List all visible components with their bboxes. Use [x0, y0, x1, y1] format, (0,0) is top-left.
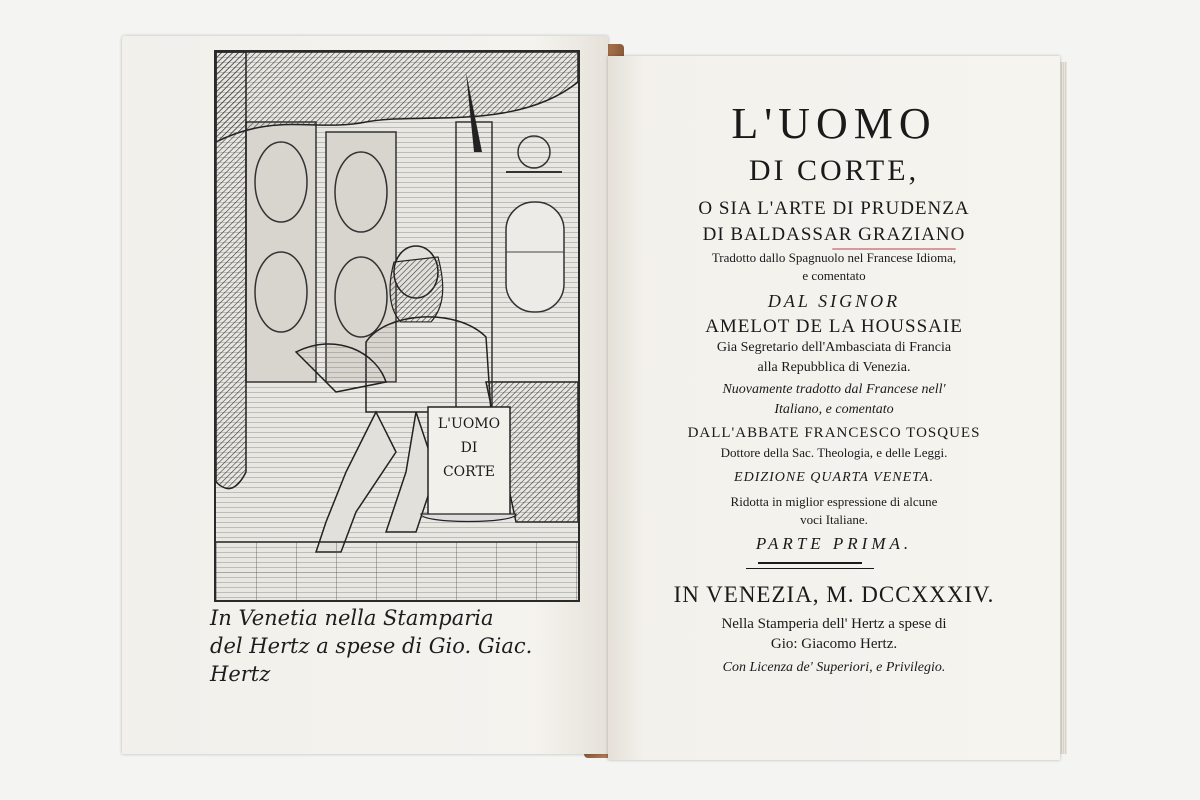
translator-title: Gia Segretario dell'Ambasciata di Francia [716, 340, 952, 355]
left-page-frontispiece [122, 36, 608, 754]
frontispiece-imprint [210, 604, 590, 688]
translator-title-2: alla Repubblica di Venezia. [757, 360, 911, 375]
edition: EDIZIONE QUARTA VENETA. [734, 470, 934, 485]
translation-note-2: e comentato [802, 268, 866, 283]
title-di-corte: DI CORTE, [748, 154, 920, 187]
scroll-line-1: L'UOMO [437, 416, 501, 432]
divider-rule-thick [758, 562, 862, 564]
scroll-line-2: DI [460, 440, 478, 456]
engraving-artwork [216, 52, 578, 600]
dal-signor: DAL SIGNOR [767, 291, 901, 311]
open-book [122, 36, 1067, 760]
edition-note-2: voci Italiane. [800, 512, 868, 527]
subtitle: O SIA L'ARTE DI PRUDENZA [698, 198, 970, 219]
right-page-title [608, 56, 1060, 760]
part-label: PARTE PRIMA. [755, 534, 913, 553]
title-main: L'UOMO [731, 99, 937, 148]
scroll-line-3: CORTE [442, 464, 496, 480]
license-line: Con Licenza de' Superiori, e Privilegio. [722, 660, 946, 675]
place-date: IN VENEZIA, M. DCCXXXIV. [673, 582, 995, 607]
printer-line: Nella Stamperia dell' Hertz a spese di [721, 616, 947, 632]
page-edges [1060, 62, 1067, 754]
second-translator: DALL'ABBATE FRANCESCO TOSQUES [687, 425, 981, 441]
engraving-illustration [214, 50, 580, 602]
new-translation-note-2: Italiano, e comentato [774, 402, 894, 417]
printer-name: Gio: Giacomo Hertz. [770, 636, 898, 652]
translation-note: Tradotto dallo Spagnuolo nel Francese Idioma, [711, 250, 957, 265]
new-translation-note: Nuovamente tradotto dal Francese nell' [722, 382, 946, 397]
author-line: DI BALDASSAR GRAZIANO [702, 224, 966, 245]
translator-name: AMELOT DE LA HOUSSAIE [705, 316, 963, 337]
edition-note: Ridotta in miglior espressione di alcune [730, 494, 938, 509]
second-translator-title: Dottore della Sac. Theologia, e delle Leggi. [720, 445, 948, 460]
imprint-line-2: del Hertz a spese di Gio. Giac. Hertz [210, 634, 533, 686]
imprint-line-1: In Venetia nella Stamparia [210, 606, 494, 630]
divider-rule-thin [746, 568, 874, 569]
